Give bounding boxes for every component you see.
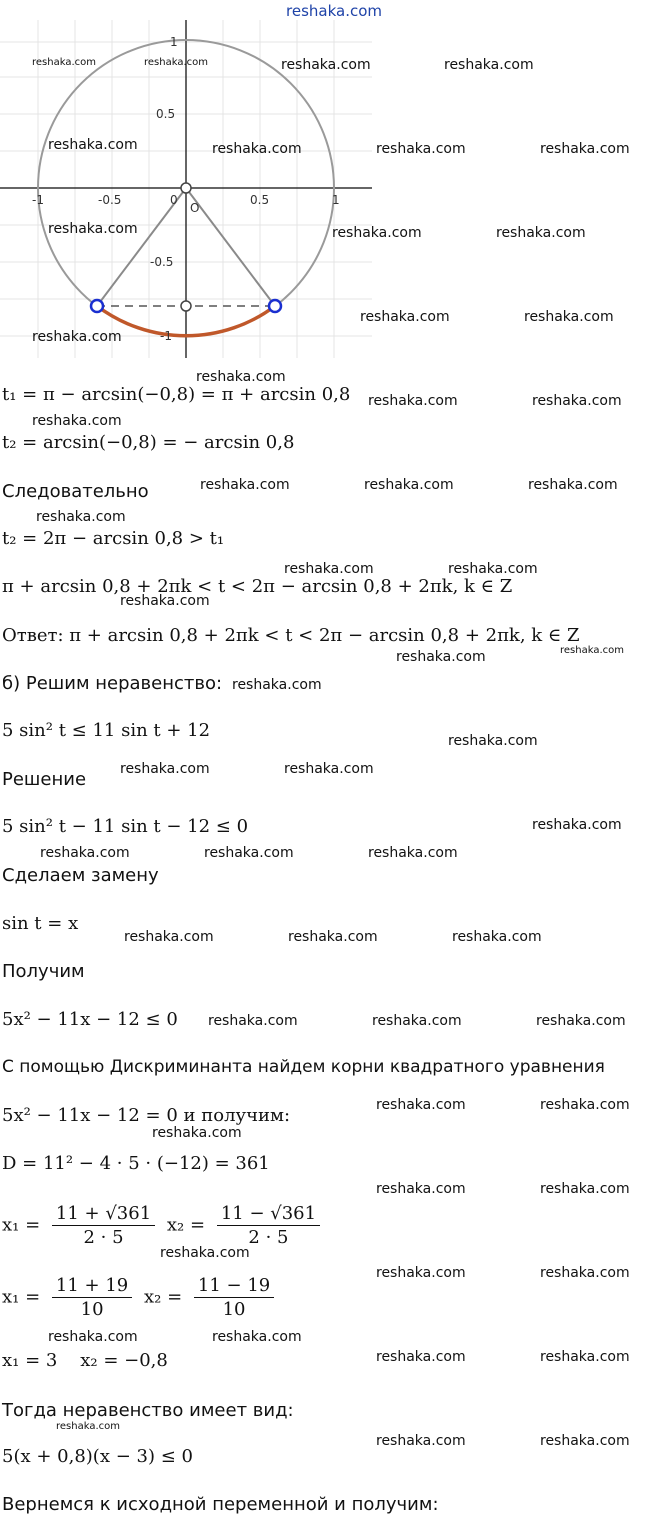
watermark: reshaka.com — [532, 393, 622, 409]
watermark: reshaka.com — [204, 845, 294, 861]
line-x-fractions-a — [2, 1203, 326, 1248]
line-x-fractions-b — [2, 1275, 280, 1320]
watermark: reshaka.com — [540, 1265, 630, 1281]
line-substitute: Сделаем замену — [2, 865, 159, 886]
x2-denominator: 2 · 5 — [248, 1227, 289, 1248]
watermark: reshaka.com — [376, 1433, 466, 1449]
watermark: reshaka.com — [560, 645, 624, 656]
watermark: reshaka.com — [284, 561, 374, 577]
watermark: reshaka.com — [368, 393, 458, 409]
tick-y: -0.5 — [150, 255, 174, 269]
watermark: reshaka.com — [376, 1097, 466, 1113]
watermark: reshaka.com — [540, 1349, 630, 1365]
watermark: reshaka.com — [540, 1433, 630, 1449]
site-title[interactable]: reshaka.com — [286, 2, 382, 20]
x1-fraction — [52, 1275, 132, 1320]
line-eq-b: 5 sin² t ≤ 11 sin t + 12 — [2, 720, 211, 741]
watermark: reshaka.com — [160, 1245, 250, 1261]
tick-x: 1 — [332, 193, 340, 207]
tick-x: -0.5 — [98, 193, 122, 207]
watermark: reshaka.com — [376, 1349, 466, 1365]
x2-numerator: 11 − √361 — [217, 1203, 320, 1226]
line-quad-eq: 5x² − 11x − 12 = 0 и получим: — [2, 1105, 291, 1126]
watermark: reshaka.com — [540, 1181, 630, 1197]
watermark: reshaka.com — [540, 141, 630, 157]
x1-fraction — [52, 1203, 155, 1248]
point-t2 — [269, 300, 281, 312]
line-then: Тогда неравенство имеет вид: — [2, 1400, 294, 1421]
watermark: reshaka.com — [124, 929, 214, 945]
watermark: reshaka.com — [36, 509, 126, 525]
watermark: reshaka.com — [212, 1329, 302, 1345]
watermark: reshaka.com — [196, 369, 286, 385]
watermark: reshaka.com — [540, 1097, 630, 1113]
line-D: D = 11² − 4 · 5 · (−12) = 361 — [2, 1153, 270, 1174]
point-t1 — [91, 300, 103, 312]
watermark: reshaka.com — [288, 929, 378, 945]
watermark: reshaka.com — [232, 677, 322, 693]
x1-label: x₁ = — [2, 1214, 41, 1236]
watermark: reshaka.com — [40, 845, 130, 861]
x2-fraction — [194, 1275, 274, 1320]
line-factored: 5(x + 0,8)(x − 3) ≤ 0 — [2, 1446, 193, 1467]
watermark: reshaka.com — [212, 141, 302, 157]
line-quad-ineq: 5x² − 11x − 12 ≤ 0 — [2, 1009, 178, 1030]
watermark: reshaka.com — [208, 1013, 298, 1029]
watermark: reshaka.com — [48, 137, 138, 153]
watermark: reshaka.com — [56, 1421, 120, 1432]
x1-numerator: 11 + 19 — [52, 1275, 132, 1298]
watermark: reshaka.com — [152, 1125, 242, 1141]
watermark: reshaka.com — [376, 1265, 466, 1281]
x2-denominator: 10 — [222, 1299, 246, 1320]
watermark: reshaka.com — [32, 57, 96, 68]
watermark: reshaka.com — [368, 845, 458, 861]
watermark: reshaka.com — [360, 309, 450, 325]
sin-point — [181, 301, 191, 311]
watermark: reshaka.com — [200, 477, 290, 493]
x2-numerator: 11 − 19 — [194, 1275, 274, 1298]
origin-label: O — [190, 201, 200, 215]
watermark: reshaka.com — [528, 477, 618, 493]
line-eq-b2: 5 sin² t − 11 sin t − 12 ≤ 0 — [2, 816, 249, 837]
tick-x: 0 — [170, 193, 178, 207]
line-return: Вернемся к исходной переменной и получим: — [2, 1494, 439, 1515]
x1-numerator: 11 + √361 — [52, 1203, 155, 1226]
watermark: reshaka.com — [396, 649, 486, 665]
watermark: reshaka.com — [284, 761, 374, 777]
watermark: reshaka.com — [532, 817, 622, 833]
line-t2b: t₂ = 2π − arcsin 0,8 > t₁ — [2, 528, 225, 549]
line-discriminant-text: С помощью Дискриминанта найдем корни квадратного уравнения — [2, 1057, 605, 1077]
line-hence: Следовательно — [2, 481, 149, 502]
x1-denominator: 2 · 5 — [83, 1227, 124, 1248]
line-t1: t₁ = π − arcsin(−0,8) = π + arcsin 0,8 — [2, 384, 351, 405]
line-solution: Решение — [2, 769, 87, 790]
line-t2: t₂ = arcsin(−0,8) = − arcsin 0,8 — [2, 432, 295, 453]
watermark: reshaka.com — [364, 477, 454, 493]
watermark: reshaka.com — [120, 761, 210, 777]
watermark: reshaka.com — [536, 1013, 626, 1029]
line-part-b: б) Решим неравенство: — [2, 673, 223, 694]
watermark: reshaka.com — [32, 413, 122, 429]
x2-label: x₂ = — [143, 1286, 183, 1308]
tick-y: 0.5 — [156, 107, 176, 121]
watermark: reshaka.com — [32, 329, 122, 345]
tick-y: 1 — [170, 35, 178, 49]
watermark: reshaka.com — [448, 733, 538, 749]
line-subst-eq: sin t = x — [2, 913, 79, 934]
tick-y: -1 — [160, 329, 172, 343]
watermark: reshaka.com — [376, 141, 466, 157]
origin-point — [181, 183, 191, 193]
x2-label: x₂ = — [166, 1214, 206, 1236]
x2-fraction — [217, 1203, 320, 1248]
line-we-get: Получим — [2, 961, 85, 982]
tick-x: -1 — [32, 193, 44, 207]
x1-label: x₁ = — [2, 1286, 41, 1308]
watermark: reshaka.com — [120, 593, 210, 609]
line-answer: Ответ: π + arcsin 0,8 + 2πk < t < 2π − arcsin 0,8 + 2πk, k ∈ Z — [2, 625, 580, 646]
watermark: reshaka.com — [144, 57, 208, 68]
tick-x: 0.5 — [250, 193, 270, 207]
watermark: reshaka.com — [332, 225, 422, 241]
watermark: reshaka.com — [281, 57, 371, 73]
watermark: reshaka.com — [48, 1329, 138, 1345]
watermark: reshaka.com — [48, 221, 138, 237]
x1-denominator: 10 — [80, 1299, 104, 1320]
line-ineq: π + arcsin 0,8 + 2πk < t < 2π − arcsin 0,8 + 2πk, k ∈ Z — [2, 576, 513, 597]
line-roots: x₁ = 3 x₂ = −0,8 — [2, 1350, 168, 1371]
watermark: reshaka.com — [444, 57, 534, 73]
watermark: reshaka.com — [452, 929, 542, 945]
watermark: reshaka.com — [496, 225, 586, 241]
watermark: reshaka.com — [524, 309, 614, 325]
watermark: reshaka.com — [448, 561, 538, 577]
watermark: reshaka.com — [376, 1181, 466, 1197]
watermark: reshaka.com — [372, 1013, 462, 1029]
